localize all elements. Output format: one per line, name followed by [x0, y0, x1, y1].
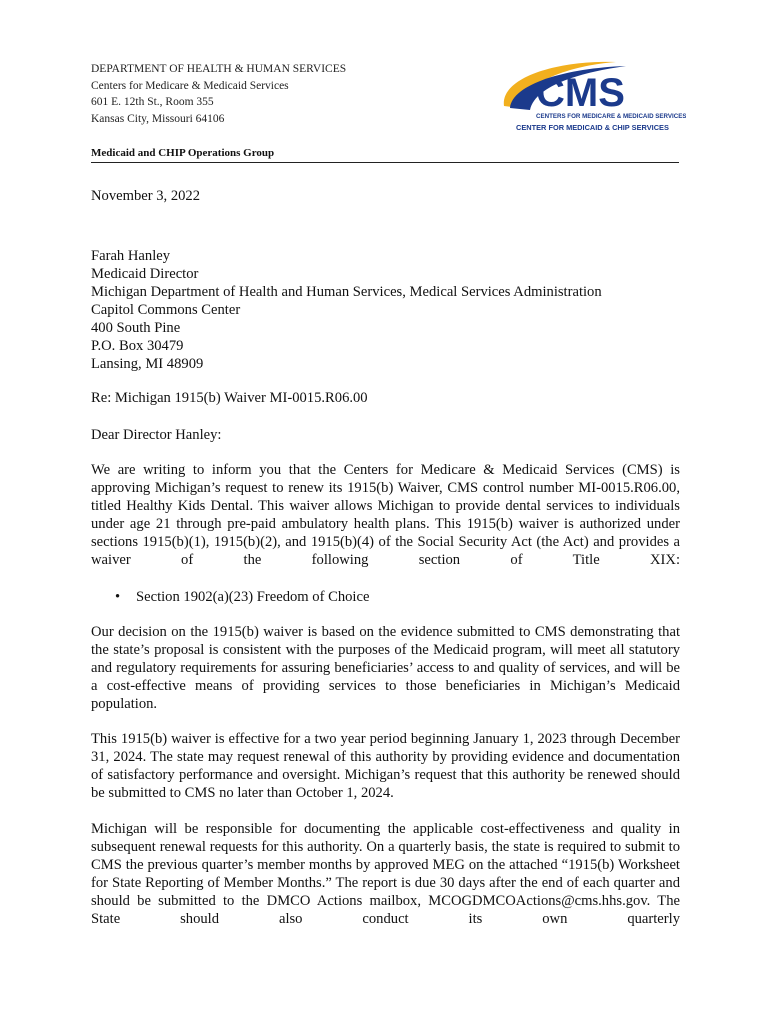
recipient-address [91, 247, 680, 373]
recipient-line: Capitol Commons Center [91, 302, 241, 318]
recipient-line: Lansing, MI 48909 [91, 356, 204, 372]
paragraph-decision: Our decision on the 1915(b) waiver is based on the evidence submitted to CMS demonstrating that the state’s proposal is consistent with the purposes of the Medicaid program, will meet all statutory and regulatory requirements for assuring beneficiaries’ access to and quality of services, and will be a cost-effective means of providing services to those beneficiaries in Michigan’s Medicaid population. [91, 624, 680, 712]
sender-address [91, 61, 346, 127]
logo-line-2: CENTER FOR MEDICAID & CHIP SERVICES [516, 123, 669, 132]
salutation: Dear Director Hanley: [91, 427, 222, 443]
recipient-line: Farah Hanley [91, 248, 171, 264]
paragraph-reporting: Michigan will be responsible for documenting the applicable cost-effectiveness and quality in subsequent renewal requests for this authority. On a quarterly basis, the state is required to submit to CMS the previous quarter’s member months by approved MEG on the attached “1915(b) Worksheet for State Reporting of Member Months.” The report is due 30 days after the end of each quarter and should be submitted to the DMCO Actions mailbox, MCOGDMCOActions@cms.hhs.gov. The State should also conduct its own quarterly [91, 821, 680, 927]
operations-group-header: Medicaid and CHIP Operations Group [91, 146, 679, 163]
cms-logo [496, 56, 686, 138]
recipient-line: 400 South Pine [91, 320, 181, 336]
bullet-text: Section 1902(a)(23) Freedom of Choice [136, 589, 370, 605]
city-address: Kansas City, Missouri 64106 [91, 112, 225, 125]
logo-line-1: CENTERS FOR MEDICARE & MEDICAID SERVICES [536, 113, 686, 120]
street-address: 601 E. 12th St., Room 355 [91, 96, 214, 108]
subject-line: Re: Michigan 1915(b) Waiver MI-0015.R06.00 [91, 390, 368, 406]
paragraph-approval: We are writing to inform you that the Centers for Medicare & Medicaid Services (CMS) is approving Michigan’s request to renew its 1915(b) Waiver, CMS control number MI-0015.R06.00, titled Healthy Kids Dental. This waiver allows Michigan to provide dental services to individuals under age 21 through pre-paid ambulatory health plans. This 1915(b) waiver is authorized under sections 1915(b)(1), 1915(b)(2), and 1915(b)(4) of the Social Security Act (the Act) and provides a waiver of the following section of Title XIX: [91, 462, 680, 568]
paragraph-effective-period: This 1915(b) waiver is effective for a two year period beginning January 1, 2023 through December 31, 2024. The state may request renewal of this authority by providing evidence and documentation of satisfactory performance and oversight. Michigan’s request that this authority be renewed should be submitted to CMS no later than October 1, 2024. [91, 731, 680, 801]
recipient-line: P.O. Box 30479 [91, 338, 184, 354]
center-name: Centers for Medicare & Medicaid Services [91, 79, 289, 92]
recipient-line: Michigan Department of Health and Human Services, Medical Services Administration [91, 284, 602, 300]
logo-mark: CMS [536, 71, 625, 115]
bullet-icon: • [115, 589, 121, 605]
recipient-line: Medicaid Director [91, 266, 199, 282]
letter-date: November 3, 2022 [91, 188, 201, 204]
bullet-item [115, 588, 369, 606]
department-name: DEPARTMENT OF HEALTH & HUMAN SERVICES [91, 63, 347, 75]
